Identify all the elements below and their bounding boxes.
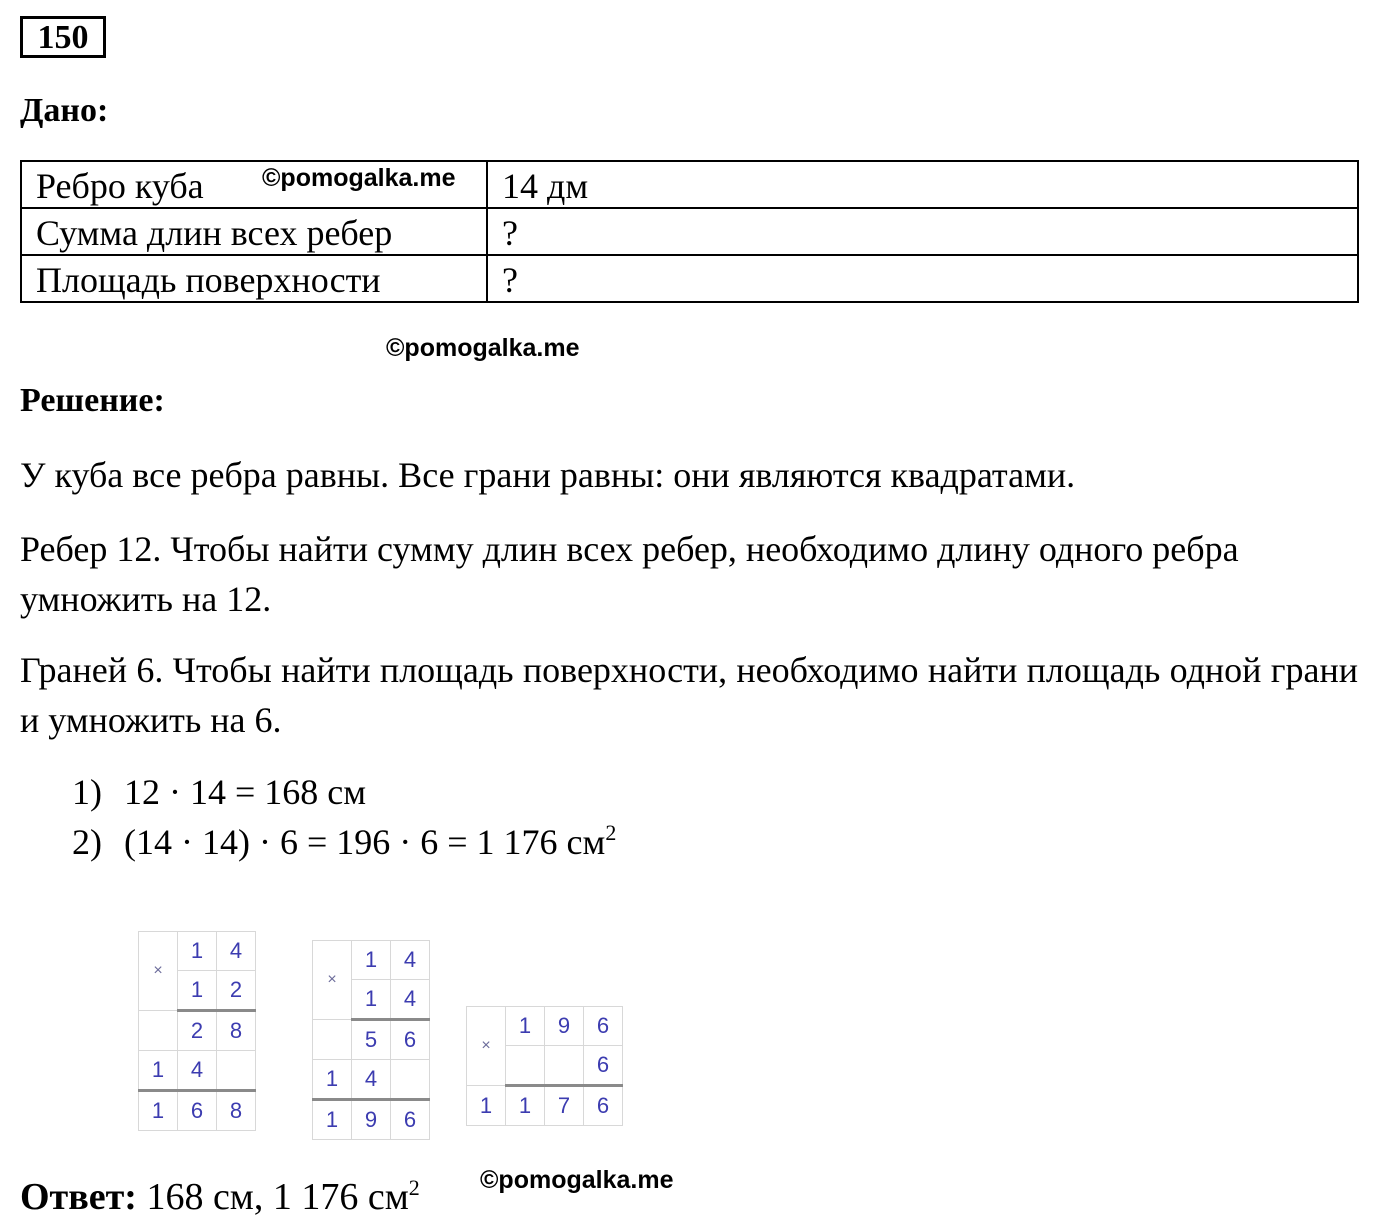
calc-row <box>139 1051 256 1091</box>
calc-digit <box>313 1020 352 1060</box>
watermark: ©pomogalka.me <box>262 164 456 192</box>
step-expression: (14 · 14) · 6 = 196 · 6 = 1 176 см <box>124 822 606 862</box>
calc-digit <box>139 1011 178 1051</box>
calc-14x14 <box>312 940 430 1140</box>
given-heading: Дано: <box>20 92 109 129</box>
calc-digit: 8 <box>217 1091 256 1131</box>
calc-digit: 4 <box>178 1051 217 1091</box>
calc-digit: 1 <box>467 1086 506 1126</box>
step-number: 2) <box>72 822 102 862</box>
calc-digit: 4 <box>352 1060 391 1100</box>
calc-digit: 1 <box>178 971 217 1011</box>
calc-row <box>467 1007 623 1046</box>
calc-row <box>313 941 430 980</box>
calc-digit <box>217 1051 256 1091</box>
answer <box>20 1172 420 1222</box>
given-table <box>20 160 1359 303</box>
solution-paragraph: У куба все ребра равны. Все грани равны: они являются квадратами. <box>20 455 1076 495</box>
calc-digit <box>391 1060 430 1100</box>
answer-superscript: 2 <box>408 1175 420 1200</box>
solution-step <box>72 767 366 817</box>
calc-digit: 6 <box>584 1046 623 1086</box>
solution-paragraph: Граней 6. Чтобы найти площадь поверхности, необходимо найти площадь одной грани и умножить на 6. <box>20 650 1358 740</box>
watermark: ©pomogalka.me <box>386 334 580 362</box>
calc-digit <box>506 1046 545 1086</box>
calc-14x12 <box>138 931 256 1131</box>
calc-digit: 1 <box>506 1086 545 1126</box>
solution-paragraph: Ребер 12. Чтобы найти сумму длин всех ребер, необходимо длину одного ребра умножить на 12. <box>20 529 1239 619</box>
calc-196x6 <box>466 1006 623 1126</box>
calc-digit: 1 <box>139 1051 178 1091</box>
calc-digit: 7 <box>545 1086 584 1126</box>
calc-digit: 1 <box>178 932 217 971</box>
multiply-sign: × <box>467 1007 506 1086</box>
calc-row <box>313 1020 430 1060</box>
calc-digit: 8 <box>217 1011 256 1051</box>
given-value: 14 дм <box>487 161 1358 208</box>
calc-row <box>313 1100 430 1140</box>
calc-row <box>139 1091 256 1131</box>
table-row <box>21 161 1358 208</box>
step-superscript: 2 <box>605 820 617 845</box>
calc-digit: 9 <box>352 1100 391 1140</box>
step-expression: 12 · 14 = 168 см <box>124 772 367 812</box>
table-row <box>21 208 1358 255</box>
given-label: Сумма длин всех ребер <box>21 208 487 255</box>
calc-row <box>313 1060 430 1100</box>
calc-digit: 2 <box>178 1011 217 1051</box>
calc-row <box>467 1086 623 1126</box>
calc-digit: 6 <box>584 1086 623 1126</box>
given-value: ? <box>487 255 1358 302</box>
solution-heading: Решение: <box>20 382 165 419</box>
task-number: 150 <box>20 16 106 58</box>
calc-digit: 4 <box>391 980 430 1020</box>
given-label: Площадь поверхности <box>21 255 487 302</box>
calc-digit: 6 <box>391 1020 430 1060</box>
solution-step <box>72 817 616 867</box>
calc-digit: 6 <box>178 1091 217 1131</box>
calc-digit: 4 <box>391 941 430 980</box>
given-value: ? <box>487 208 1358 255</box>
answer-text: 168 см, 1 176 см <box>146 1176 409 1218</box>
multiply-sign: × <box>139 932 178 1011</box>
calc-digit: 1 <box>506 1007 545 1046</box>
calc-digit: 1 <box>313 1060 352 1100</box>
calc-digit: 6 <box>584 1007 623 1046</box>
calc-digit: 4 <box>217 932 256 971</box>
calc-row <box>139 932 256 971</box>
calc-row <box>139 1011 256 1051</box>
given-label-cell <box>21 161 487 208</box>
calc-digit: 2 <box>217 971 256 1011</box>
calc-digit: 9 <box>545 1007 584 1046</box>
calc-digit: 5 <box>352 1020 391 1060</box>
watermark: ©pomogalka.me <box>480 1166 674 1194</box>
step-number: 1) <box>72 772 102 812</box>
calc-digit: 1 <box>139 1091 178 1131</box>
table-row <box>21 255 1358 302</box>
calc-digit: 1 <box>313 1100 352 1140</box>
calc-digit: 1 <box>352 980 391 1020</box>
given-label: Ребро куба <box>36 166 204 206</box>
calc-digit: 1 <box>352 941 391 980</box>
calc-digit <box>545 1046 584 1086</box>
calc-digit: 6 <box>391 1100 430 1140</box>
multiply-sign: × <box>313 941 352 1020</box>
answer-label: Ответ: <box>20 1176 137 1218</box>
